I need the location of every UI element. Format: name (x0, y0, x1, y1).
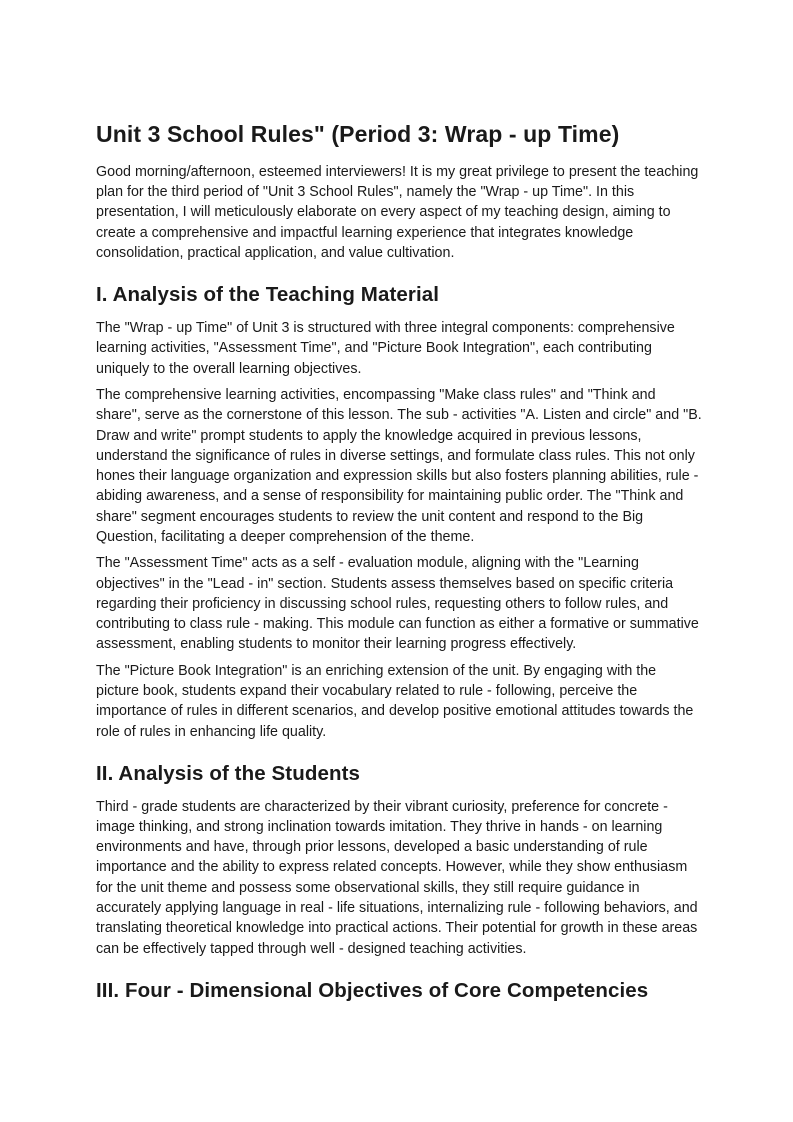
section-heading-objectives: III. Four - Dimensional Objectives of Core Competencies (96, 978, 649, 1002)
body-paragraph: The comprehensive learning activities, encompassing "Make class rules" and "Think and share", serve as the cornerstone of this lesson. The sub - activities "A. Listen and circle" and "B. Draw and write" prompt students to apply the knowledge acquired in previous lessons, understand the significance of rules in diverse settings, and formulate class rules. This not only hones their language organization and expression skills but also fosters planning abilities, rule - abiding awareness, and a sense of responsibility for maintaining public order. The "Think and share" segment encourages students to review the unit content and respond to the Big Question, facilitating a deeper comprehension of the theme. (96, 386, 702, 545)
section-heading-teaching-material: I. Analysis of the Teaching Material (96, 283, 440, 307)
section-heading-students: II. Analysis of the Students (96, 761, 361, 785)
document-title: Unit 3 School Rules" (Period 3: Wrap - up Time) (96, 121, 620, 147)
body-paragraph: The "Picture Book Integration" is an enriching extension of the unit. By engaging with the picture book, students expand their vocabulary related to rule - following, perceive the importance of rules in different scenarios, and develop positive emotional attitudes towards the role of rules in enhancing life quality. (96, 662, 694, 740)
body-paragraph: Third - grade students are characterized by their vibrant curiosity, preference for concrete - image thinking, and strong inclination towards imitation. They thrive in hands - on learning environments and have, through prior lessons, developed a basic understanding of rule importance and the ability to express related concepts. However, while they show enthusiasm for the unit theme and possess some observational skills, they still require guidance in accurately applying language in real - life situations, internalizing rule - following behaviors, and translating theoretical knowledge into practical actions. Their potential for growth in these areas can be effectively tapped through well - designed teaching activities. (96, 798, 698, 957)
body-paragraph: The "Wrap - up Time" of Unit 3 is structured with three integral components: comprehensive learning activities, "Assessment Time", and "Picture Book Integration", each contributing uniquely to the overall learning objectives. (96, 320, 675, 377)
body-paragraph: The "Assessment Time" acts as a self - evaluation module, aligning with the "Learning objectives" in the "Lead - in" section. Students assess themselves based on specific criteria regarding their proficiency in discussing school rules, requesting others to follow rules, and contributing to class rule - making. This module can function as either a formative or summative assessment, enabling students to monitor their learning progress effectively. (96, 555, 699, 653)
document-page (96, 120, 702, 1014)
intro-paragraph: Good morning/afternoon, esteemed interviewers! It is my great privilege to present the teaching plan for the third period of "Unit 3 School Rules", namely the "Wrap - up Time". In this presentation, I will meticulously elaborate on every aspect of my teaching design, aiming to create a comprehensive and impactful learning experience that integrates knowledge consolidation, practical application, and value cultivation. (96, 163, 699, 262)
